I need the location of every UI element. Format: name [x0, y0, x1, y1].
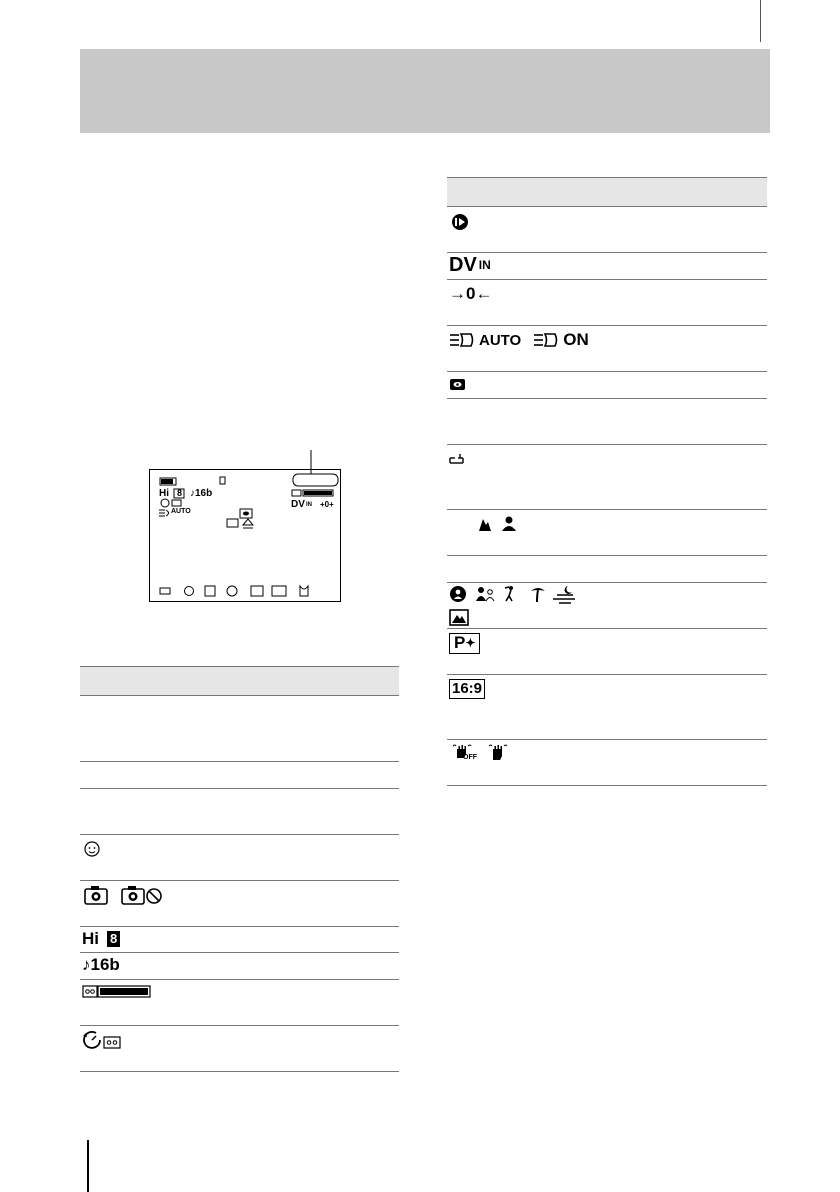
table-header [80, 666, 399, 696]
timer-tape-icon [82, 1029, 130, 1051]
battery-icon [160, 478, 176, 485]
left-indicator-table [80, 666, 399, 1072]
table-row [80, 881, 399, 927]
table-row [447, 583, 767, 629]
table-row [447, 629, 767, 675]
auto-label: AUTO [479, 331, 522, 349]
title-banner [80, 49, 770, 133]
table-row [447, 372, 767, 399]
table-row [80, 980, 399, 1026]
page-edge-mark [87, 1140, 89, 1192]
table-row [447, 445, 767, 510]
table-row [447, 556, 767, 583]
tape-remaining-icon [82, 984, 152, 1000]
table-header [447, 177, 767, 207]
eye-icon [449, 378, 467, 392]
table-row [80, 927, 399, 953]
table-row [80, 789, 399, 835]
lcd-hi8-box: 8 [177, 488, 183, 498]
cassette-small-icon [220, 477, 225, 484]
table-row [447, 280, 767, 326]
scene-mode-icons [449, 585, 599, 627]
table-row [80, 953, 399, 980]
backlight-icon [449, 332, 475, 348]
table-row [80, 696, 399, 762]
lcd-audio-label: ♪16b [190, 488, 213, 499]
tape-remaining-icon [292, 490, 333, 496]
right-indicator-table [447, 177, 767, 786]
table-row [447, 207, 767, 253]
eye-icon [240, 509, 252, 518]
eject-icon [243, 519, 253, 528]
steady-shot-indicators: OFF [449, 742, 511, 764]
timer-tape-icon [161, 499, 181, 507]
zero-set-indicator: →0← [449, 284, 493, 303]
table-row [80, 1026, 399, 1072]
backlight-icon [159, 510, 169, 516]
wide-mode-indicator: 16:9 [449, 679, 485, 699]
table-row [447, 253, 767, 280]
picture-effect-indicator: P✦ [449, 633, 480, 654]
table-row [447, 675, 767, 740]
on-label: ON [563, 330, 589, 349]
table-row [80, 835, 399, 881]
table-row [447, 740, 767, 786]
camera-mode-icons [82, 884, 172, 908]
audio-mode-indicator: ♪16b [82, 955, 120, 974]
face-icon [82, 839, 102, 859]
lcd-zero-label: +0+ [320, 500, 334, 509]
nightshot-icon [227, 519, 238, 527]
table-row [80, 762, 399, 789]
lcd-dv-in-label: IN [306, 502, 312, 508]
hi8-indicator: Hi 8 [82, 929, 120, 949]
dv-in-indicator: DV IN [449, 254, 491, 276]
timer-icon [449, 451, 465, 465]
steady-shot-icon [485, 742, 511, 764]
table-row [447, 399, 767, 445]
focus-mode-icons [449, 513, 529, 535]
lcd-screen-diagram [149, 469, 341, 602]
backlight-icon [533, 332, 559, 348]
bottom-icons-row [160, 586, 308, 596]
table-row [447, 510, 767, 556]
table-row [447, 326, 767, 372]
backlight-indicators [449, 330, 589, 350]
lcd-hi8-label: Hi [159, 488, 169, 499]
lcd-auto-label: AUTO [171, 508, 191, 515]
lcd-dv-label: DV [291, 499, 305, 510]
crop-mark [760, 0, 761, 42]
play-indicator-icon [449, 212, 473, 232]
